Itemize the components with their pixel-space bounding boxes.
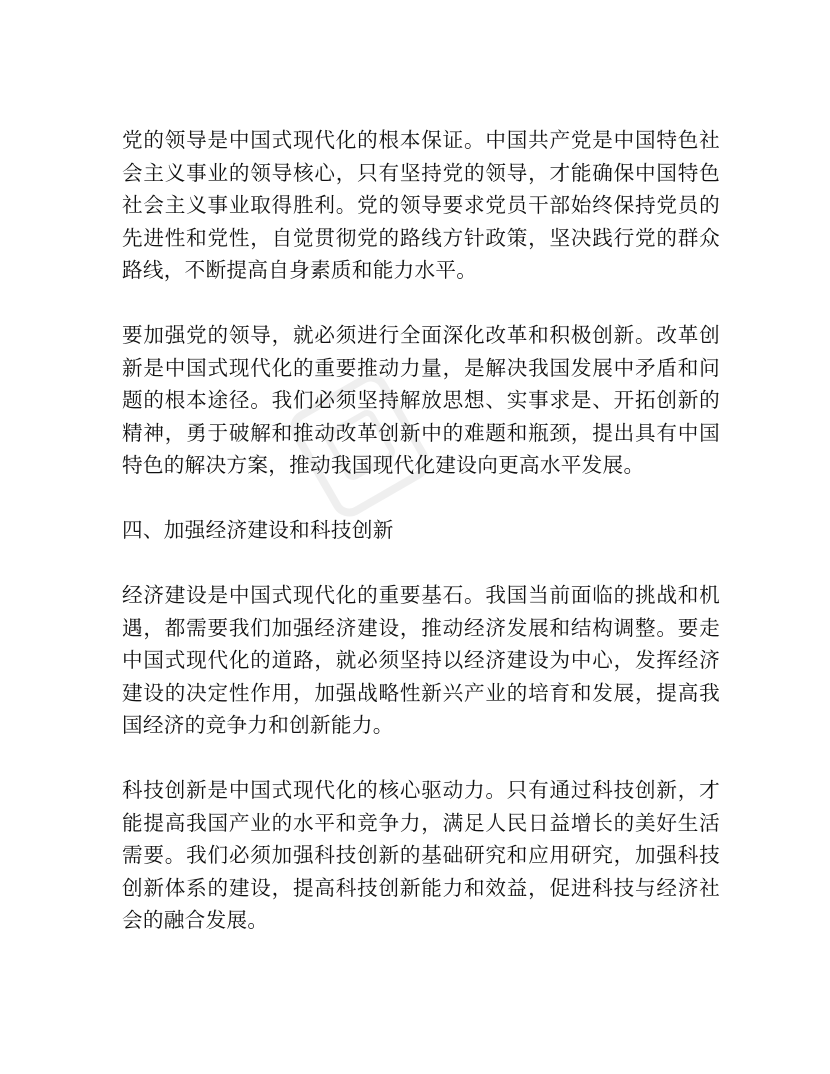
document-body bbox=[122, 124, 720, 969]
paragraph-reform-innovation: 要加强党的领导，就必须进行全面深化改革和积极创新。改革创新是中国式现代化的重要推动力量，是解决我国发展中矛盾和问题的根本途径。我们必须坚持解放思想、实事求是、开拓创新的精神，勇于破解和推动改革创新中的难题和瓶颈，提出具有中国特色的解决方案，推动我国现代化建设向更高水平发展。 bbox=[122, 323, 720, 477]
paragraph-economic-construction: 经济建设是中国式现代化的重要基石。我国当前面临的挑战和机遇，都需要我们加强经济建设，推动经济发展和结构调整。要走中国式现代化的道路，就必须坚持以经济建设为中心，发挥经济建设的决定性作用，加强战略性新兴产业的培育和发展，提高我国经济的竞争力和创新能力。 bbox=[122, 583, 720, 737]
paragraph-tech-innovation: 科技创新是中国式现代化的核心驱动力。只有通过科技创新，才能提高我国产业的水平和竞争力，满足人民日益增长的美好生活需要。我们必须加强科技创新的基础研究和应用研究，加强科技创新体系的建设，提高科技创新能力和效益，促进科技与经济社会的融合发展。 bbox=[122, 778, 720, 932]
section-heading: 四、加强经济建设和科技创新 bbox=[122, 518, 394, 542]
paragraph-party-leadership: 党的领导是中国式现代化的根本保证。中国共产党是中国特色社会主义事业的领导核心，只有坚持党的领导，才能确保中国特色社会主义事业取得胜利。党的领导要求党员干部始终保持党员的先进性和党性，自觉贯彻党的路线方针政策，坚决践行党的群众路线，不断提高自身素质和能力水平。 bbox=[122, 128, 720, 282]
